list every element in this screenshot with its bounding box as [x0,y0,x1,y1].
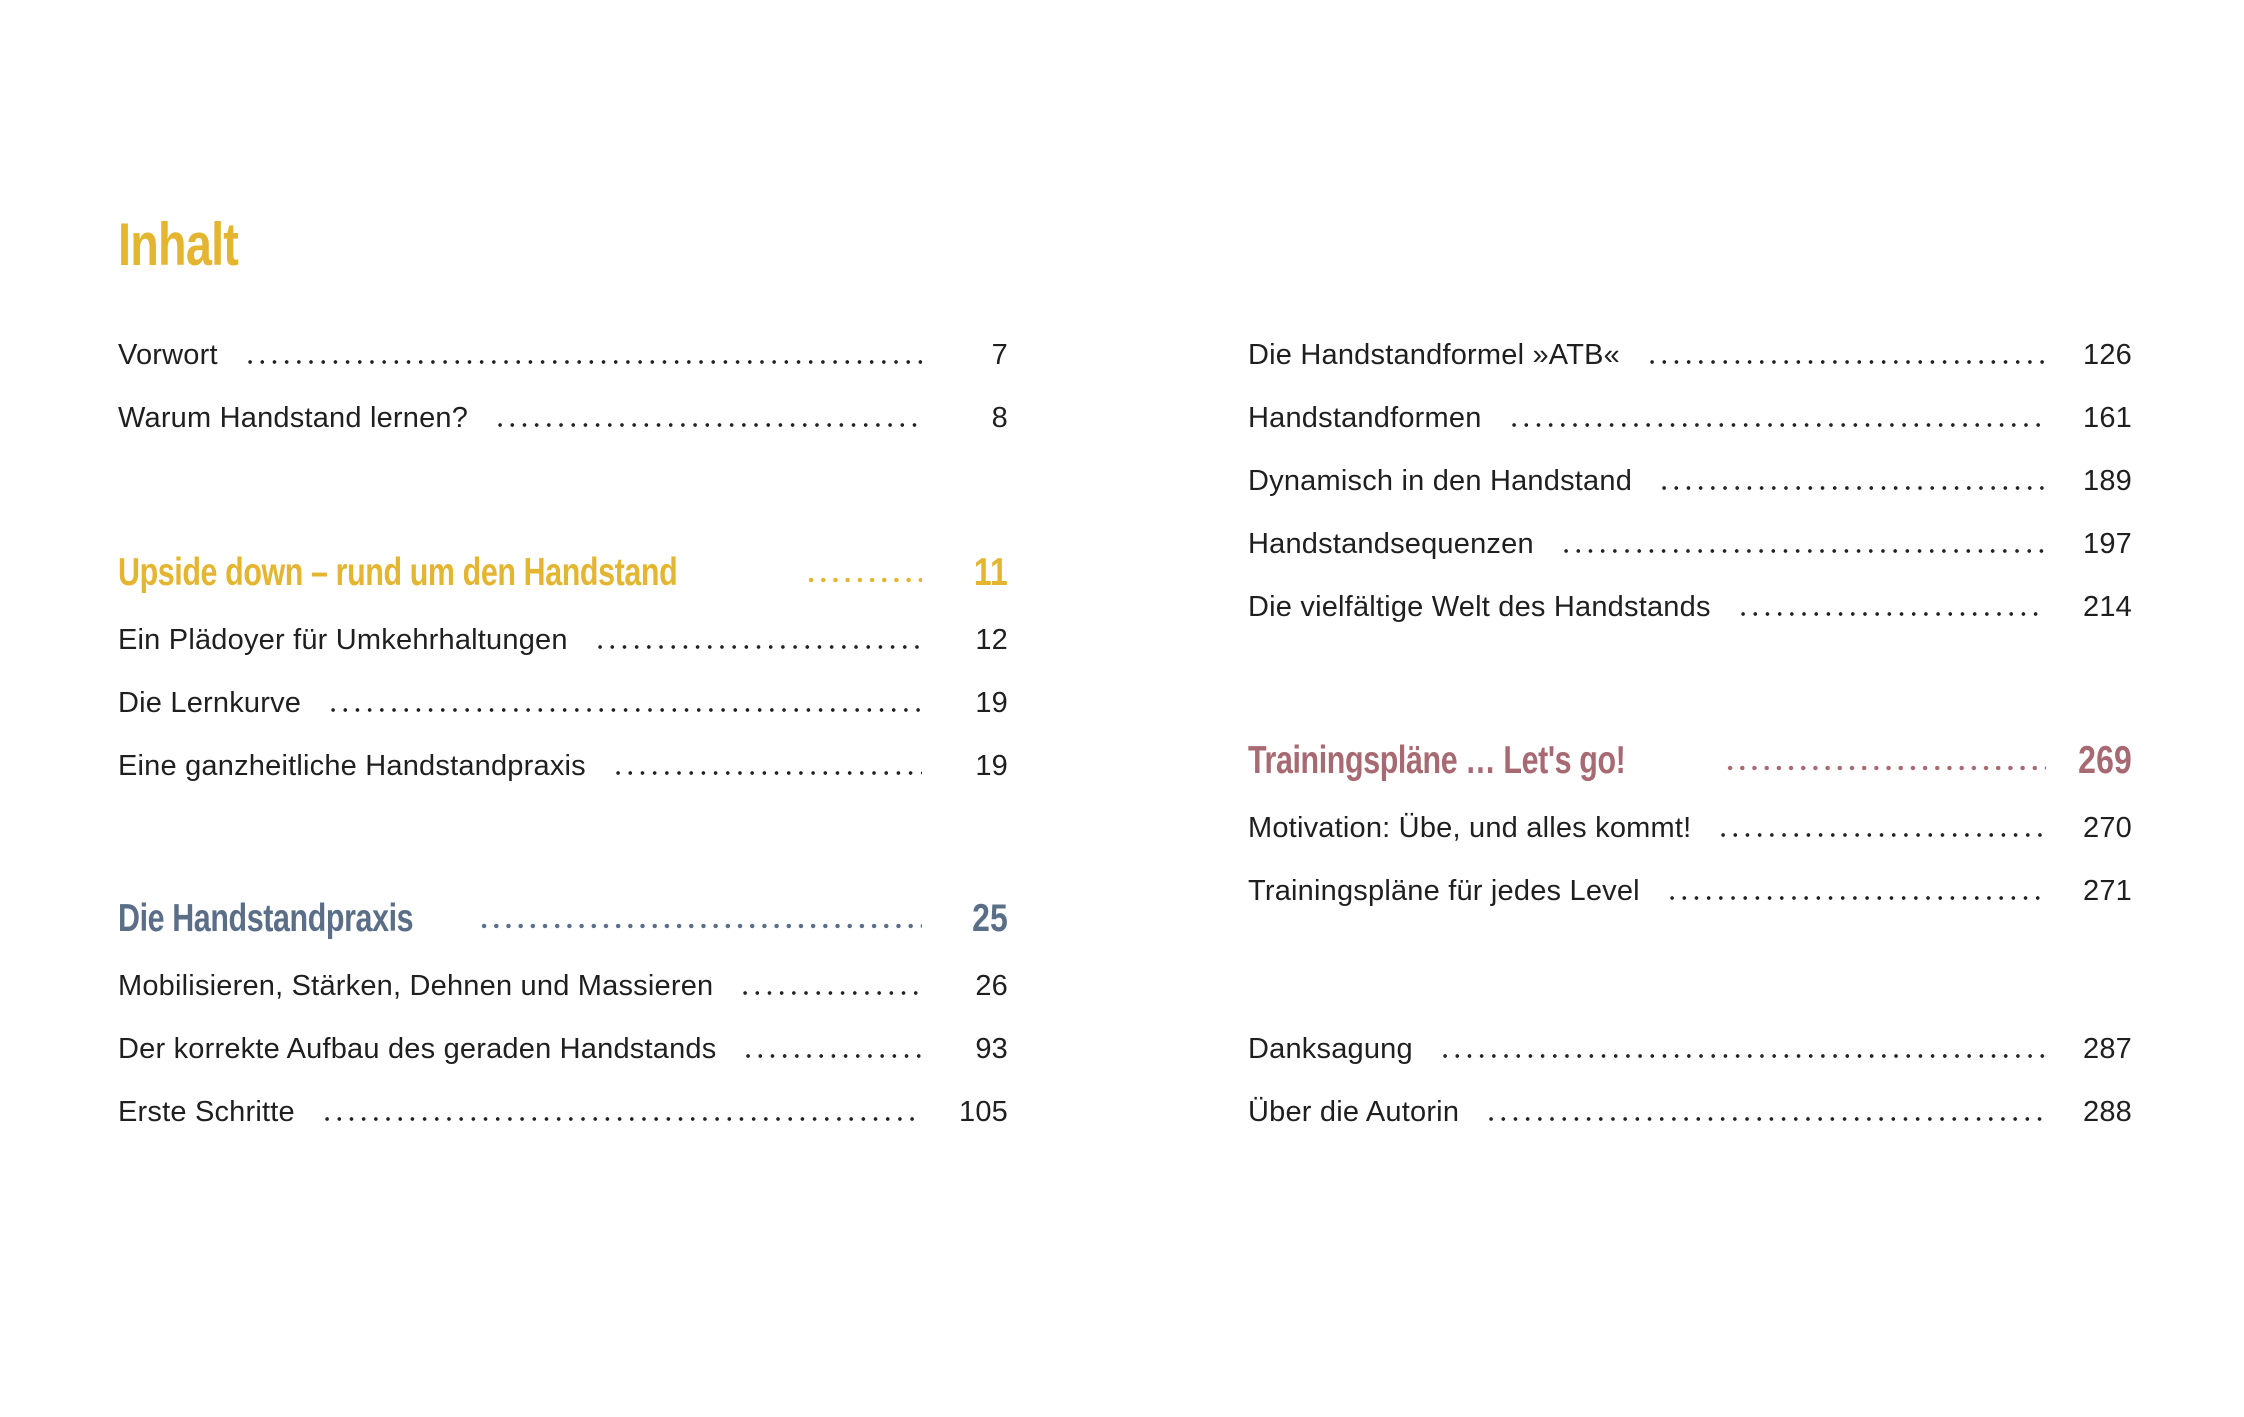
toc-entry-page: 197 [2083,527,2132,560]
toc-entry-label: Trainingspläne für jedes Level [1248,874,1640,907]
toc-section-page: 269 [2078,739,2132,782]
toc-entry-page: 19 [975,686,1008,719]
toc-entry-label: Die Handstandformel »ATB« [1248,338,1620,371]
dot-leader [742,1053,922,1059]
toc-entry-page: 287 [2083,1032,2132,1065]
dot-leader [1560,548,2046,554]
toc-entry-page: 93 [975,1032,1008,1065]
toc-section-page: 25 [972,897,1008,940]
dot-leader [1717,832,2046,838]
toc-entry[interactable] [118,390,1008,446]
toc-section-label: Trainingspläne … Let's go! [1248,739,1626,782]
dot-leader [1439,1053,2046,1059]
toc-entry-label: Eine ganzheitliche Handstandpraxis [118,749,586,782]
toc-section-label: Die Handstandpraxis [118,897,414,940]
toc-entry-label: Danksagung [1248,1032,1413,1065]
toc-entry[interactable] [1248,1021,2132,1077]
toc-entry-page: 26 [975,969,1008,1002]
dot-leader [739,990,922,996]
toc-entry[interactable] [1248,327,2132,383]
toc-entry-label: Vorwort [118,338,218,371]
toc-section-heading[interactable] [118,891,1008,947]
toc-entry-label: Handstandformen [1248,401,1482,434]
toc-entry-label: Mobilisieren, Stärken, Dehnen und Massieren [118,969,714,1002]
toc-right-column [1248,0,2132,1417]
toc-entry[interactable] [1248,1084,2132,1140]
toc-entry[interactable] [1248,390,2132,446]
toc-entry[interactable] [118,612,1008,668]
dot-leader [478,923,922,929]
dot-leader [1646,359,2046,365]
toc-entry-label: Die Lernkurve [118,686,302,719]
toc-entry-label: Handstandsequenzen [1248,527,1534,560]
toc-section-heading[interactable] [1248,733,2132,789]
toc-entry[interactable] [118,1021,1008,1077]
toc-entry[interactable] [1248,579,2132,635]
dot-leader [1737,611,2046,617]
toc-entry-label: Die vielfältige Welt des Handstands [1248,590,1711,623]
toc-entry-page: 270 [2083,811,2132,844]
toc-entry-page: 19 [975,749,1008,782]
toc-entry-page: 7 [991,338,1008,371]
dot-leader [1666,895,2046,901]
toc-entry[interactable] [1248,863,2132,919]
dot-leader [1658,485,2046,491]
toc-entry[interactable] [118,675,1008,731]
toc-entry[interactable] [118,327,1008,383]
toc-entry-page: 8 [991,401,1008,434]
dot-leader [1724,765,2046,771]
toc-entry-label: Erste Schritte [118,1095,295,1128]
dot-leader [1508,422,2046,428]
toc-entry-label: Der korrekte Aufbau des geraden Handstands [118,1032,717,1065]
toc-entry-label: Warum Handstand lernen? [118,401,469,434]
toc-left-column [118,0,1008,1417]
toc-entry-page: 105 [959,1095,1008,1128]
dot-leader [494,422,922,428]
toc-entry[interactable] [1248,800,2132,856]
toc-entry-page: 189 [2083,464,2132,497]
dot-leader [594,644,922,650]
toc-entry[interactable] [1248,516,2132,572]
toc-section-heading[interactable] [118,545,1008,601]
toc-entry-page: 288 [2083,1095,2132,1128]
dot-leader [1485,1116,2046,1122]
toc-entry-page: 12 [975,623,1008,656]
toc-entry[interactable] [118,958,1008,1014]
toc-entry[interactable] [118,1084,1008,1140]
dot-leader [805,577,922,583]
dot-leader [327,707,922,713]
dot-leader [244,359,922,365]
toc-entry-page: 214 [2083,590,2132,623]
toc-entry[interactable] [118,738,1008,794]
toc-entry-page: 271 [2083,874,2132,907]
page-title: Inhalt [118,211,239,278]
toc-entry[interactable] [1248,453,2132,509]
toc-entry-label: Ein Plädoyer für Umkehrhaltungen [118,623,568,656]
toc-entry-label: Dynamisch in den Handstand [1248,464,1633,497]
toc-section-label: Upside down – rund um den Handstand [118,551,678,594]
toc-section-page: 11 [973,551,1008,594]
toc-entry-page: 161 [2083,401,2132,434]
dot-leader [612,770,922,776]
toc-entry-label: Über die Autorin [1248,1095,1460,1128]
toc-entry-label: Motivation: Übe, und alles kommt! [1248,811,1692,844]
dot-leader [321,1116,922,1122]
toc-entry-page: 126 [2083,338,2132,371]
